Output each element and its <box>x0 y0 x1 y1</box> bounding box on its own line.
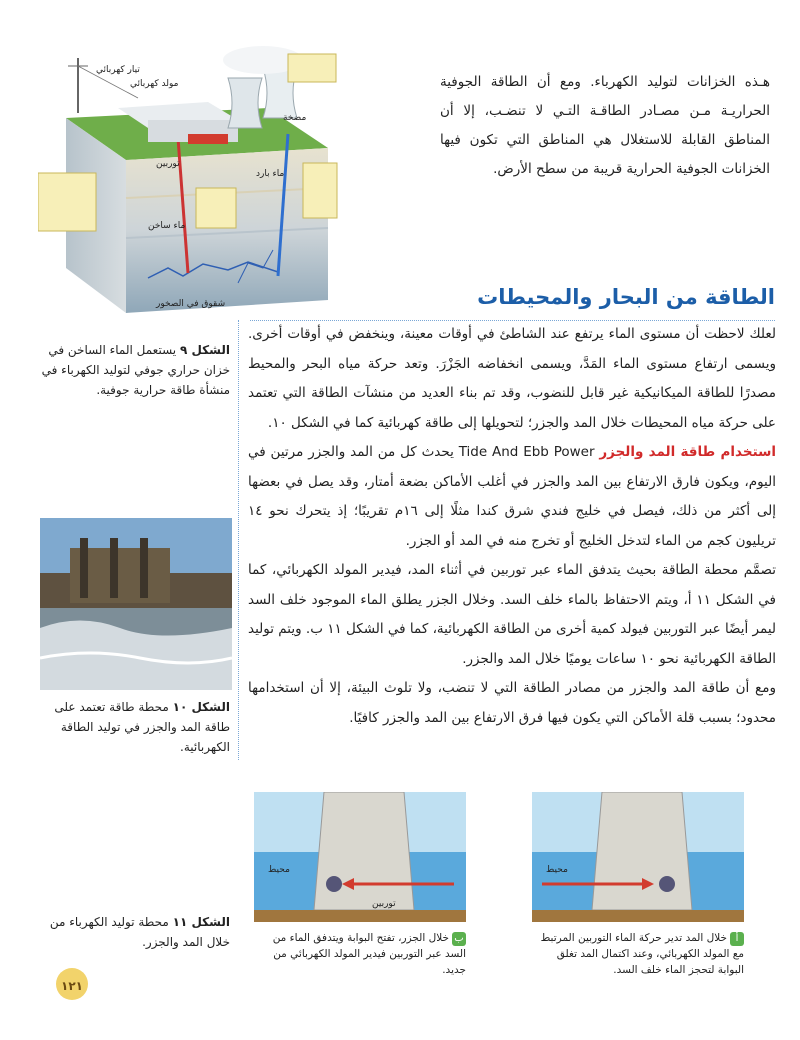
tide-diagram-b <box>254 792 466 922</box>
paragraph-4: ومع أن طاقة المد والجزر من مصادر الطاقة التي لا تنضب، ولا تلوث البيئة، إلا أن استخدامها محدود؛ بسبب قلة الأماكن التي يكون فيها فرق الارتفاع بين المد والجزر كافيًا. <box>248 680 776 726</box>
figure-10-caption <box>30 697 230 757</box>
figure-11-caption <box>30 912 230 952</box>
label-hot-water: ماء ساخن <box>148 221 186 231</box>
tide-b-badge: ب <box>452 932 466 946</box>
page-number-tab <box>52 968 92 1002</box>
figure-9-caption <box>30 340 230 400</box>
tidal-station-photo <box>40 518 232 690</box>
label-pump: مضخة <box>283 113 307 123</box>
tide-b-caption <box>254 930 466 978</box>
tide-b-text: خلال الجزر، تفتح البوابة ويتدفق الماء من السد عبر التوربين فيدير المولد الكهربائي من جديد. <box>272 932 466 976</box>
label-power-line: تيار كهربائي <box>96 65 140 75</box>
paragraph-2 <box>248 438 776 556</box>
label-turbine: توربين <box>156 159 180 169</box>
label-generator: مولد كهربائي <box>130 79 179 89</box>
figure-9-text: يستعمل الماء الساخن في خزان حراري جوفي لتوليد الكهرباء في منشأة طاقة حرارية جوفية. <box>41 343 230 397</box>
page-number: ١٢١ <box>61 979 83 993</box>
figure-9-label: الشكل ٩ <box>179 343 230 357</box>
tide-b-ocean-label: محيط <box>268 865 290 875</box>
paragraph-1: لعلك لاحظت أن مستوى الماء يرتفع عند الشاطئ في أوقات معينة، وينخفض في أوقات أخرى. ويسمى ارتفاع مستوى الماء المَدَّ، ويسمى انخفاضه الجَزْرَ. وتعد حركة مياه البحر والمحيط مصدرًا للطاقة الميكانيكية غير قابل للنضوب، وقد تم بناء العديد من منشآت الطاقة التي تعتمد على حركة مياه المحيطات خلال المد والجزر؛ لتحويلها إلى طاقة كهربائية كما في الشكل ١٠. <box>248 326 776 431</box>
tide-a-text: خلال المد تدير حركة الماء التوربين المرتبط مع المولد الكهربائي، وعند اكتمال المد تغلق البوابة لتحجز الماء خلف السد. <box>540 932 744 976</box>
figure-11-text: محطة توليد الكهرباء من خلال المد والجزر. <box>49 915 230 949</box>
figure-10-text: محطة طاقة تعتمد على طاقة المد والجزر في توليد الطاقة الكهربائية. <box>54 700 230 754</box>
tide-diagram-a <box>532 792 744 922</box>
tide-a-badge: أ <box>730 932 744 946</box>
highlight-title: استخدام طاقة المد والجزر <box>599 444 776 460</box>
section-heading: الطاقة من البحار والمحيطات <box>477 285 775 309</box>
figure-11-label: الشكل ١١ <box>172 915 230 929</box>
geothermal-svg <box>38 38 338 318</box>
intro-paragraph: هـذه الخزانات لتوليد الكهرباء. ومع أن الطاقة الجوفية الحراريـة مـن مصـادر الطاقـة التـي لا تنضـب، إلا أن المناطق القابلة للاستغلال هي المناطق التي تكون فيها الخزانات الجوفية الحرارية قريبة من سطح الأرض. <box>440 74 770 177</box>
tide-a-caption <box>532 930 744 978</box>
column-divider <box>238 320 239 760</box>
label-cold-water: ماء بارد <box>256 169 285 179</box>
main-text <box>248 320 776 733</box>
tide-a-ocean-label: محيط <box>546 865 568 875</box>
paragraph-2-text: Tide And Ebb Power يحدث كل من المد والجزر مرتين في اليوم، ويكون فارق الارتفاع بين المد والجزر في أغلب الأماكن بضعة أمتار، وقد يصل في بعضها إلى أكثر من ذلك، فيصل في خليج فندي شرق كندا مثلًا إلى ١٦م تقريبًا؛ إذ يتحرك نحو ١٤ تريليون كجم من الماء لتدخل الخليج أو تخرج منه في المد أو الجزر. <box>248 444 776 549</box>
paragraph-3: تصمَّم محطة الطاقة بحيث يتدفق الماء عبر توربين في أثناء المد، فيدير المولد الكهربائي، كما في الشكل ١١ أ، ويتم الاحتفاظ بالماء خلف السد. وخلال الجزر يطلق الماء الموجود خلف السد ليمر أيضًا عبر التوربين فيولد كمية أخرى من الطاقة الكهربائية، كما في الشكل ١١ ب. ويتم توليد الطاقة الكهربائية نحو ١٠ ساعات يوميًا خلال المد والجزر. <box>248 562 777 667</box>
figure-10-label: الشكل ١٠ <box>172 700 230 714</box>
tide-b-turbine-label: توربين <box>372 899 396 909</box>
geothermal-plant-diagram <box>38 38 338 318</box>
label-rock-cracks: شقوق في الصخور <box>156 299 226 309</box>
